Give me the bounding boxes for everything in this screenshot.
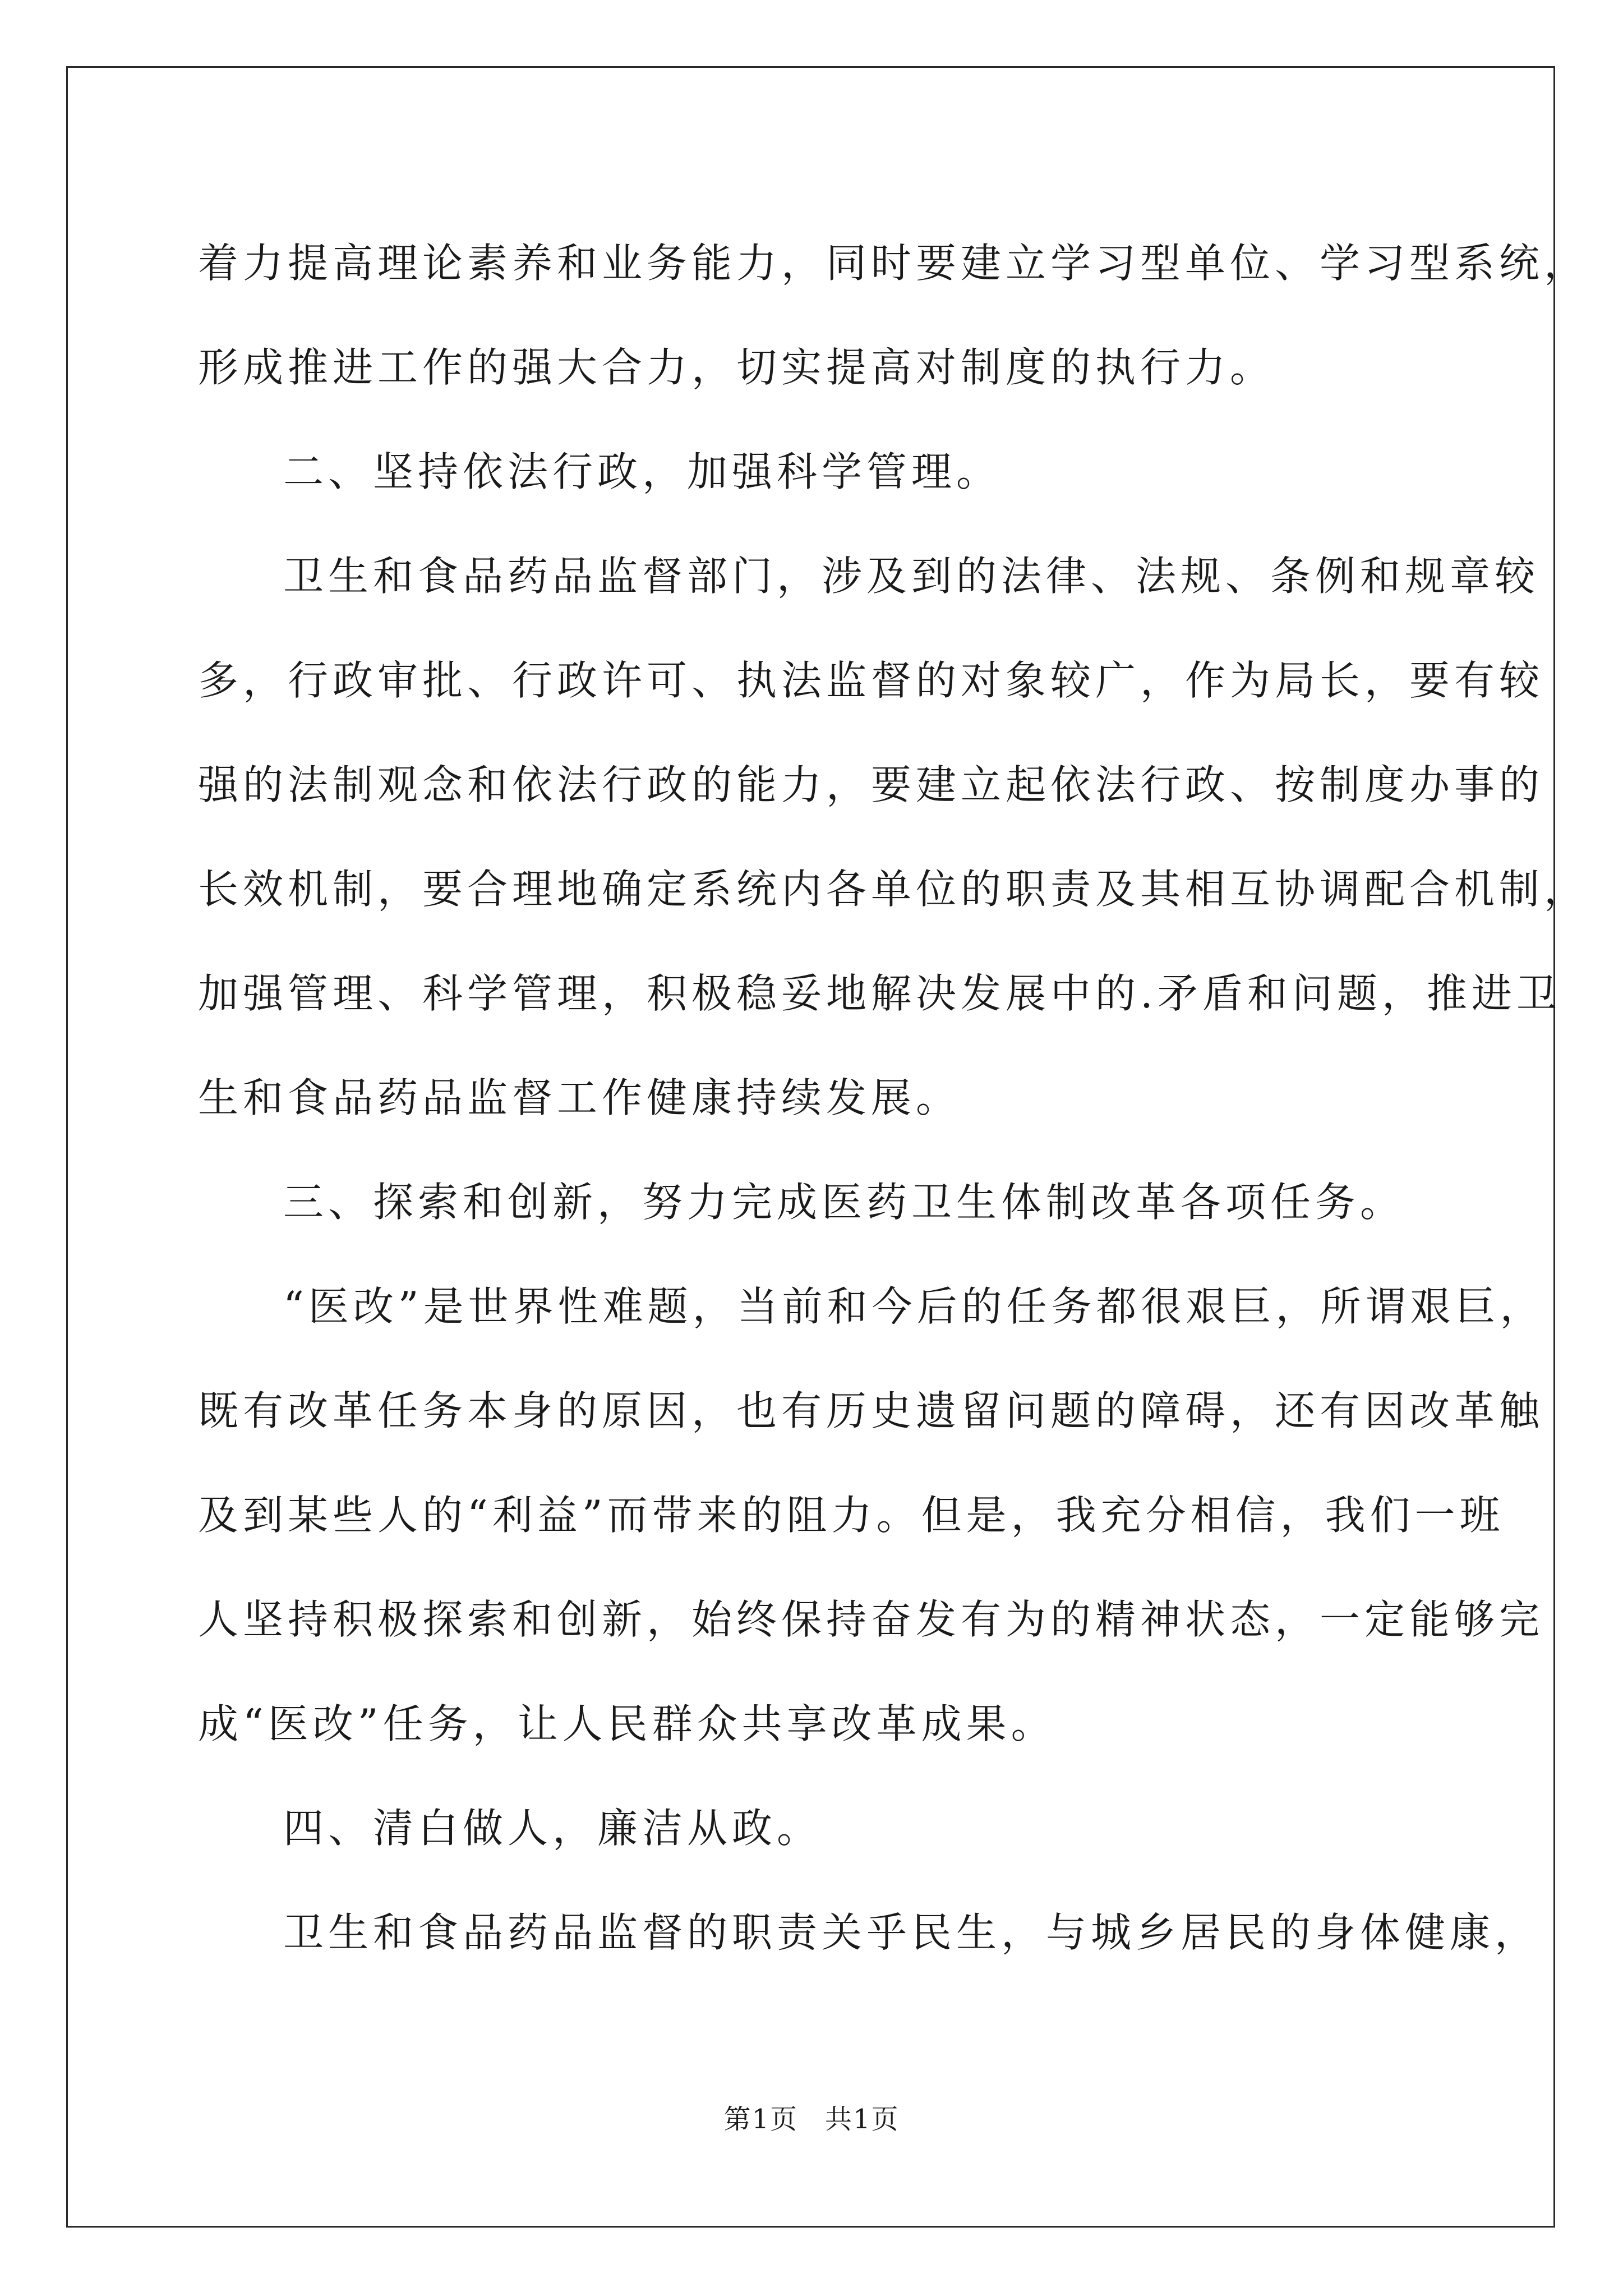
document-body xyxy=(198,211,1589,1985)
section-heading-2: 二、坚持依法行政，加强科学管理。 xyxy=(283,448,1002,495)
text-line-6: 强的法制观念和依法行政的能力，要建立起依法行政、按制度办事的 xyxy=(198,761,1544,808)
text-line-1: 着力提高理论素养和业务能力，同时要建立学习型单位、学习型系统， xyxy=(198,240,1589,287)
text-line-12: 既有改革任务本身的原因，也有历史遗留问题的障碍，还有因改革触 xyxy=(198,1387,1544,1434)
text-line-15: 成“医改”任务，让人民群众共享改革成果。 xyxy=(198,1700,1056,1747)
page-number-current: 第1页 xyxy=(723,2104,798,2135)
text-line-4: 卫生和食品药品监督部门，涉及到的法律、法规、条例和规章较 xyxy=(283,553,1540,600)
section-heading-4: 四、清白做人，廉洁从政。 xyxy=(283,1805,822,1852)
text-line-17: 卫生和食品药品监督的职责关乎民生，与城乡居民的身体健康， xyxy=(283,1909,1540,1956)
text-line-8: 加强管理、科学管理，积极稳妥地解决发展中的.矛盾和问题，推进卫 xyxy=(198,970,1561,1017)
text-line-5: 多，行政审批、行政许可、执法监督的对象较广，作为局长，要有较 xyxy=(198,657,1544,704)
page-footer xyxy=(0,2102,1623,2136)
text-line-2: 形成推进工作的强大合力，切实提高对制度的执行力。 xyxy=(198,344,1275,391)
page-number-total: 共1页 xyxy=(825,2104,900,2135)
section-heading-3: 三、探索和创新，努力完成医药卫生体制改革各项任务。 xyxy=(283,1179,1405,1226)
text-line-7: 长效机制，要合理地确定系统内各单位的职责及其相互协调配合机制， xyxy=(198,866,1589,913)
text-line-13: 及到某些人的“利益”而带来的阻力。但是，我充分相信，我们一班 xyxy=(198,1492,1505,1539)
text-line-14: 人坚持积极探索和创新，始终保持奋发有为的精神状态，一定能够完 xyxy=(198,1596,1544,1643)
text-line-9: 生和食品药品监督工作健康持续发展。 xyxy=(198,1074,961,1121)
text-line-11: “医改”是世界性难题，当前和今后的任务都很艰巨，所谓艰巨， xyxy=(283,1283,1545,1330)
